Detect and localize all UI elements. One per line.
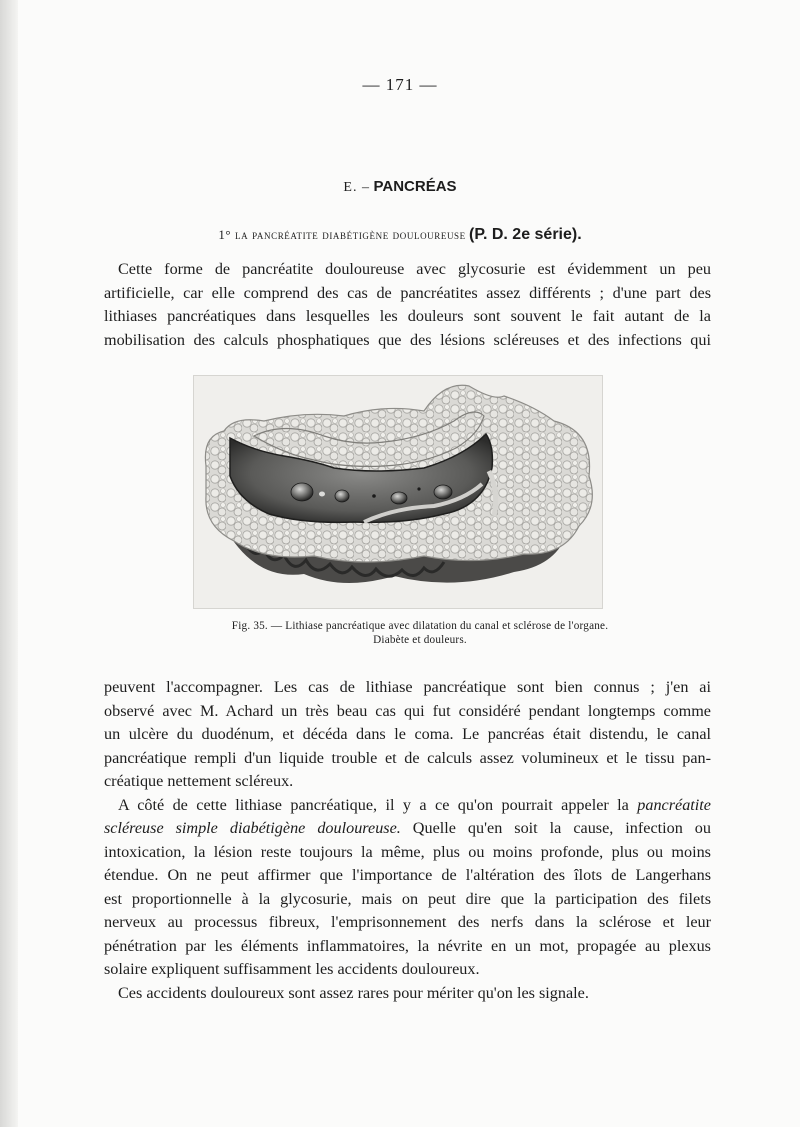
text-line: peuvent l'accompagner. Les cas de lithiase pancréatique sont bien connus ; j'en ai <box>104 678 711 696</box>
text-line: Ces accidents douloureux sont assez rares pour mériter qu'on les signale. <box>118 983 589 1002</box>
text-line: artificielle, car elle comprend des cas de pancréatites assez différents ; d'une part des <box>104 283 711 302</box>
section-name: PANCRÉAS <box>373 178 457 195</box>
subsection-prefix: 1° la pancréatite diabétigène douloureuse <box>218 227 466 242</box>
text-line: nerveux au processus fibreux, l'emprisonnement des nerfs dans la sclérose et leur <box>104 913 711 931</box>
text-line: est proportionnelle à la glycosurie, mais on peut dire que la participation des filets <box>104 889 711 908</box>
subsection-reference: (P. D. 2e série). <box>469 226 582 243</box>
text-line: mobilisation des calculs phosphatiques que des lésions scléreuses et des infections qui <box>104 330 711 349</box>
text-line: lithiases pancréatiques dans lesquelles les douleurs sont souvent le fait autant de la <box>104 307 711 325</box>
section-letter: E. – <box>343 180 370 195</box>
section-title <box>0 178 800 196</box>
caption-line: Fig. 35. — Lithiase pancréatique avec dilatation du canal et sclérose de l'organe. <box>231 620 609 632</box>
italic-term: scléreuse simple diabétigène douloureuse. <box>104 819 401 837</box>
text-line: créatique nettement scléreux. <box>104 772 294 790</box>
italic-term: pancréatite <box>637 795 711 814</box>
paragraph-body <box>104 676 711 1005</box>
subsection-title <box>0 226 800 244</box>
figure-caption <box>150 619 690 647</box>
text-run: Quelle qu'en soit la cause, infection ou <box>400 819 711 837</box>
figure-pancreas-illustration <box>193 375 603 609</box>
text-run: A côté de cette lithiase pancréatique, il y a ce qu'on pourrait appeler la <box>118 795 638 814</box>
text-line: Cette forme de pancréatite douloureuse avec glycosurie est évidemment un peu <box>118 260 711 278</box>
paragraph-intro <box>104 258 711 352</box>
text-line: un ulcère du duodénum, et décéda dans le coma. Le pancréas était distendu, le canal <box>104 725 711 743</box>
text-line: pancréatique rempli d'un liquide trouble et de calculs assez volumineux et le tissu pan- <box>104 748 711 767</box>
text-line <box>104 794 711 818</box>
text-line: observé avec M. Achard un très beau cas qui fut considéré pendant longtemps comme <box>104 701 711 720</box>
caption-line: Diabète et douleurs. <box>373 634 467 646</box>
text-line <box>104 817 711 841</box>
page-number: — 171 — <box>362 75 438 94</box>
pancreas-lithiasis-drawing <box>194 376 602 608</box>
text-line: solaire expliquent suffisamment les accidents douloureux. <box>104 960 480 978</box>
text-line: intoxication, la lésion reste toujours la même, plus ou moins profonde, plus ou moins <box>104 842 711 861</box>
page-gutter-shadow <box>0 0 18 1127</box>
text-line: pénétration par les éléments inflammatoires, la névrite en un mot, propagée au plexus <box>104 936 711 955</box>
text-line: étendue. On ne peut affirmer que l'importance de l'altération des îlots de Langerhans <box>104 866 711 884</box>
